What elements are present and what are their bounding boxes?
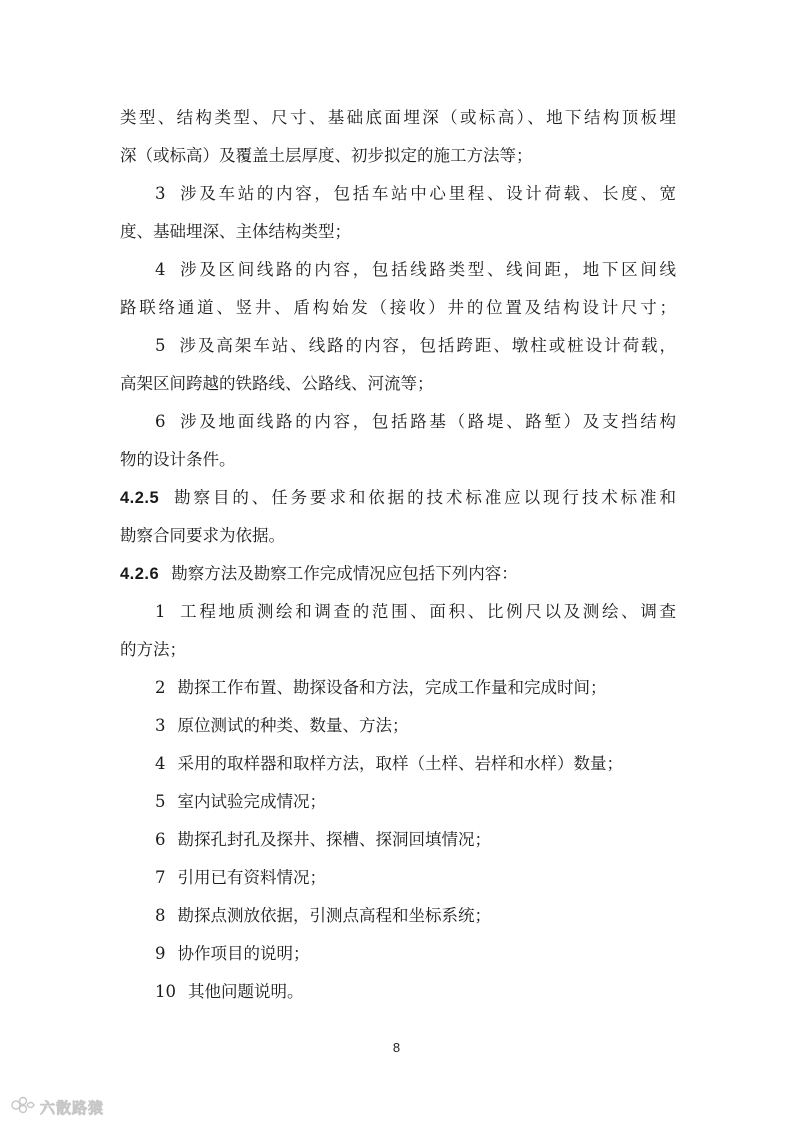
section-number: 4.2.6 [120,565,160,583]
text-line: 物的设计条件。 [120,450,236,469]
item-text: 室内试验完成情况； [177,792,326,811]
item-text: 涉及区间线路的内容，包括线路类型、线间距，地下区间线 [177,260,676,279]
item-number: 2 [155,678,166,697]
list-item-line [155,827,676,853]
item-number: 5 [155,336,166,355]
item-number: 6 [155,412,166,431]
item-text: 勘探点测放依据，引测点高程和坐标系统； [177,906,491,925]
item-number: 8 [155,906,166,925]
item-text: 其他问题说明。 [188,982,304,1001]
item-text: 采用的取样器和取样方法，取样（土样、岩样和水样）数量； [177,754,623,773]
list-item-line [155,181,676,207]
section-text: 勘察方法及勘察工作完成情况应包括下列内容： [171,564,518,583]
item-text: 勘探工作布置、勘探设备和方法，完成工作量和完成时间； [177,678,607,697]
list-item-line [155,903,676,929]
item-number: 6 [155,830,166,849]
item-text: 工程地质测绘和调查的范围、面积、比例尺以及测绘、调查 [177,602,676,621]
section-text: 勘察目的、任务要求和依据的技术标准应以现行技术标准和 [171,488,676,507]
list-item-line [155,257,676,283]
text-line: 类型、结构类型、尺寸、基础底面埋深（或标高）、地下结构顶板埋 [120,108,676,127]
text-line: 高架区间跨越的铁路线、公路线、河流等； [120,374,434,393]
list-item-line [155,675,676,701]
item-number: 4 [155,260,166,279]
item-text: 涉及地面线路的内容，包括路基（路堤、路堑）及支挡结构 [177,412,676,431]
item-text: 协作项目的说明； [177,944,310,963]
item-number: 4 [155,754,166,773]
text-line: 路联络通道、竖井、盾构始发（接收）井的位置及结构设计尺寸； [120,298,676,317]
list-item-line [155,409,676,435]
text-line: 的方法； [120,640,186,659]
list-item-line [155,333,676,359]
text-line: 深（或标高）及覆盖土层厚度、初步拟定的施工方法等； [120,146,533,165]
item-text: 引用已有资料情况； [177,868,326,887]
item-number: 5 [155,792,166,811]
item-number: 1 [155,602,166,621]
item-text: 原位测试的种类、数量、方法； [177,716,409,735]
item-number: 3 [155,716,166,735]
flower-logo-icon [10,1096,36,1118]
text-line: 度、基础埋深、主体结构类型； [120,222,351,241]
list-item-line [155,599,676,625]
item-text: 涉及高架车站、线路的内容，包括跨距、墩柱或桩设计荷载， [177,336,676,355]
item-text: 涉及车站的内容，包括车站中心里程、设计荷载、长度、宽 [177,184,676,203]
list-item-line [155,979,676,1005]
section-line [120,561,676,587]
list-item-line [155,941,676,967]
list-item-line [155,865,676,891]
item-number: 10 [155,982,176,1001]
list-item-line [155,789,676,815]
item-text: 勘探孔封孔及探井、探槽、探洞回填情况； [177,830,491,849]
section-number: 4.2.5 [120,489,160,507]
text-line: 勘察合同要求为依据。 [120,526,285,545]
watermark [10,1097,104,1117]
item-number: 3 [155,184,166,203]
watermark-text: 六散路猿 [40,1098,105,1117]
list-item-line [155,713,676,739]
item-number: 9 [155,944,166,963]
page-number: 8 [392,1040,401,1055]
item-number: 7 [155,868,166,887]
list-item-line [155,751,676,777]
section-line [120,485,676,511]
